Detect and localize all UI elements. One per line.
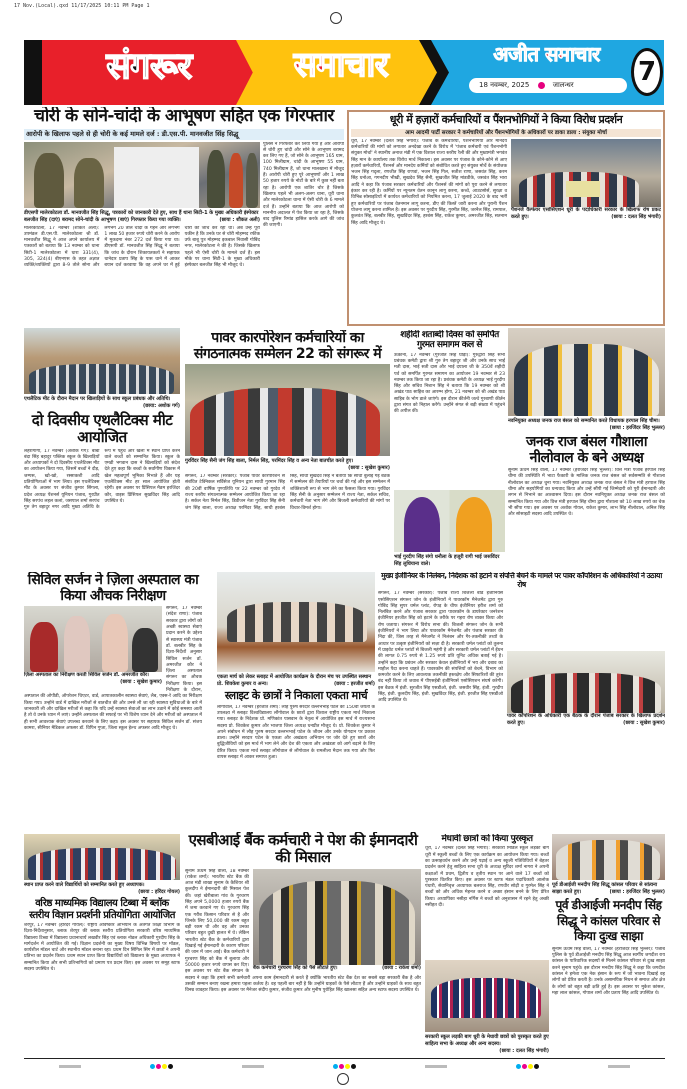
masthead (24, 40, 664, 105)
article-headline: मुख्य इंजीनियर के निलंबन, निदेशक को हटाने व संपत्ति बेचने के मामले पर पावर कॉर्पोरेशन के अधिकारियों ने उठाया रोष (381, 572, 662, 589)
article-body: सुनाम ऊधम सिंह वाला, 18 नवम्बर (राकेश शर्मा): भारतीय स्टेट बैंक की आज मंडी शाखा सुनाम के कैशियर श्री कुलदीप ने ईमानदारी की मिसाल पेश की। जहां खेरीबाला गांव के गुरचरण सिंह अपने 5,0000 हजार रुपये बैंक में जमा करवाने गए थे। गुरचरण सिंह एक गरीब किसान परिवार से है और जिनके लिए 50,000 की रकम बहुत बड़ी रकम थी और वह और उनका परिवार बहुत दुखी हालत में थे। लेकिन भारतीय स्टेट बैंक के कर्मचारियों द्वारा दिखाई गई ईमानदारी के कारण परिवार की जान में जान आई। बैंक कर्मचारी ने गुरचरण सिंह को बैंक में बुलाया और 50000 हजार रुपये वापस कर दिए। इस अवसर पर स्टेट बैंक संगठन के सदस्य ने कहा कि हमारे सभी कर्मचारी अपना काम ईमानदारी से करते हैं क्योंकि भारतीय स्टेट बैंक देश का सबसे बड़ा सरकारी बैंक है और उसकी सम्मान बनाए रखना हमारा पहला कर्तव्य है। वह पहली बार नहीं है कि उन्होंने ग्राहकों के पैसे लौटाए हैं और उन्होंने ग्राहकों के साथ बहुत विनम्र व्यवहार किया। इस अवसर पर मैनेजर संदीप कुमार, संजीव कुमार और मुनीष पुरोहित सिंह खालसा सहित अन्य स्टाफ सदस्य उपस्थित थे। (185, 868, 421, 994)
article (24, 107, 344, 325)
article-photo (24, 328, 180, 394)
article-headline: एसबीआई बैंक कर्मचारी ने पेश की ईमानदारी की मिसाल (188, 832, 418, 867)
article (24, 572, 202, 830)
issue-date: 18 नवम्बर, 2025 (479, 81, 530, 89)
article-body-area (24, 606, 202, 830)
photo-caption: नवनियुक्त अध्यक्ष जनक राज बंसल को सम्मानित करते विधायक हरपाल सिंह चीमा। (छाया : हरजिंदर सिंह भुल्लर) (508, 418, 665, 431)
article-body: धूरी, 17 नवम्बर (दलत सिंह भंगारी): पंजाब के कर्मचारियों, पैंशनभोगियों और मानदेय कर्मचारियों की मांगों को लगातार अनदेखा करने के विरोध में 'पंजाब कर्मचारी एवं पैंशनभोगी संयुक्त मोर्चा' ने स्थानीय अनाज मंडी में एक विशाल राज्य स्तरीय रैली की और मुख्यमंत्री भगवंत सिंह मान के कार्यालय तक विरोध मार्च निकाला। इस अवसर पर पंजाब के कोने-कोने से आए हज़ारों कर्मचारियों, पैंशनर्स और मानदेय कर्मियों को संबोधित करते हुए संयुक्त मोर्चे के संयोजक भजन सिंह गदृला, रणजीत सिंह राणवां, भजन सिंह गिल, सतीश राणा, जसवंत सिंह, करम सिंह धनोआ, गगनदीप भीखी, सुखदेव सिंह सैनी, सुखजीत सिंह मांडवीके, जसवंत सिंह भारा आदि ने कहा कि पंजाब सरकार कर्मचारियों और पैंशनर्स की मांगों को पूरा करने से लगातार इंकार कर रही है। कर्मियों पर न्यूनतम वेतन कानून लागू करना, कच्चे, आउटसोर्स, सुरक्षा व विभिन्न सोसाइटियों में कार्यरत कर्मचारियों को नियमित करना, 17 जुलाई 2020 के बाद भर्ती हुए कर्मचारियों पर पंजाब वेतनमान लागू करना, डीए की किस्तें जारी करना और पुरानी पैंशन योजना लागू करना शामिल है। इस अवसर पर गुरदीप सिंह, गुरमीत सिंह, जरनैल सिंह, रामपाल, कुलवंत सिंह, बलबीर सिंह, सुखविंदर सिंह, हरबंस सिंह, राकेश कुमार, अमरजीत सिंह, सतनाम सिंह आदि मौजूद थे। (351, 138, 507, 226)
registration-mark-icon (337, 1073, 349, 1085)
article (508, 328, 665, 568)
article-photo (394, 490, 505, 552)
article (217, 572, 375, 830)
article-body-area (378, 591, 665, 830)
article-headline: पूर्व डीआईजी मनदीप सिंह सिद्धू ने कांसल परिवार से किया दुःख साझा (555, 898, 662, 944)
photo-caption: गुरविंदर सिंह सैनी जंग सिंह बाला, निर्मल सिंह, परमिंदर सिंह व अन्य नेता बातचीत करते हुए। (छाया : सुखेश कुमार) (185, 458, 390, 472)
photo-caption: डीएसपी मालेरकोटला डॉ. मानवजीत सिंह सिद्धू, पत्रकारों को जानकारी देते हुए, साथ हैं थाना सिटी-1 के मुख्य अधिकारी इंस्पेक्टर बलजीत सिंह (दाएं) बरामद सोने-चांदी के आभूषण (बाएं) गिरफ्तार किया गया व्यक्ति। (छाया : शौकत अली) (24, 209, 260, 223)
article-subheadline: आम आदमी पार्टी सरकार ने कर्मचारियों और पैंशनभोगियों के अधिकारों पर डाका डाला : संयुक्त मोर्चा (351, 129, 661, 137)
article (24, 328, 180, 568)
article-subheadline: आरोपी के खिलाफ पहले से ही चोरी के कई मामले दर्ज : डी.एस.पी. मानवजीत सिंह सिद्धू (24, 129, 344, 140)
article (394, 330, 505, 568)
article-headline: जनक राज बंसल गौशाला नीलोवाल के बने अध्यक्ष (526, 434, 647, 467)
article-body-area (351, 139, 661, 322)
article-photo (217, 572, 375, 672)
article-body: सुनाम ऊधम सिंह वाला, 17 नवम्बर (हरजिंदर सिंह भुल्लर): वित्त मंत्री पंजाब हरपाल सिंह चीमा की उपस्थिति में भाटा फैक्टरी के मालिक जनक राज बंसल को सर्वसम्मति से गौशाला नीलोवाल का अध्यक्ष चुना गया। नवनियुक्त अध्यक्ष जनक राज बंसल ने वित्त मंत्री हरपाल सिंह चीमा और सहयोगियों का धन्यवाद किया और उन्हें सौंपी गई जिम्मेदारी को पूरी ईमानदारी और लगन से निभाने का आश्वासन दिया। इस दौरान नवनियुक्त अध्यक्ष जनक राज बंसल को सम्मानित किया गया और वित्त मंत्री हरपाल सिंह चीमा द्वारा गौशाला को 10 लाख रुपये का चेक भी सौंपा गया। इस अवसर पर अशोक गोयल, राकेश कुमार, लाभ सिंह नीलोवाल, अनिल सिंह और सोसाइटी सदस्य आदि उपस्थित थे। (508, 468, 665, 518)
article-headline: स्लाइट के छात्रों ने निकाला एकता मार्च (224, 689, 368, 702)
photo-caption: स्थान प्राप्त करने वाले विद्यार्थियों को सम्मानित करते हुए अध्यापक। (छाया : हरिंदर गोयल) (24, 882, 180, 895)
registration-mark-icon (330, 12, 342, 24)
photo-caption: पूर्व डीआईजी मनदीप सिंह सिद्धू कांसल परिवार से सांत्वना साझा करते हुए। (छाया : हरजिंदर सिंह भुल्लर) (552, 882, 665, 895)
article-photo (507, 651, 665, 713)
article-body-continued: पुलिस ने गिरफ्तार कर लिया गया है और आरोपी से चोरी हुए चांदी और सोने के आभूषण बरामद कर लिए गए हैं, जो सोने के आभूषण 165 ग्राम, 100 मिलीग्राम, चांदी के आभूषण 55 ग्राम, 740 मिलीग्राम हैं, जो थाना मालखाना में मौजूद हैं। आरोपी चोरी हुए पूरे आभूषणों और 1 लाख 50 हजार रुपये के नोटों के बारे में कुछ नहीं बता रहा है। आरोपी एक शातिर चोर है जिसके खिलाफ पहले भी अलग-अलग थाना, धूरी थाना और मालेरकोटला थाना में ऐसी चोरी के 6 मामले दर्ज हैं। उन्होंने बताया कि आज आरोपी को माननीय अदालत में पेश किया जा रहा है, जिसके बाद पुलिस रिमांड हासिल करके आगे की जांच की जाएगी। (263, 141, 344, 229)
article-body-area (185, 869, 421, 1056)
article (552, 834, 665, 1055)
bullet-icon (538, 82, 545, 89)
article (378, 572, 665, 830)
page-number: 7 (631, 48, 663, 96)
article-headline: वरिष्ठ माध्यमिक विद्यालय टिब्बा में ब्लॉक स्तरीय विज्ञान प्रदर्शनी प्रतियोगिता आयोजित (29, 898, 175, 921)
article-photo (425, 960, 549, 1032)
article-headline: मेधावी छात्रों को किया पुरस्कृत (441, 834, 533, 844)
article-body: संगरूर, 17 नवम्बर (संदेश राणा): पंजाब सरकार द्वारा लोगों को अच्छी स्वास्थ्य सेवाएं प्रदान करने के उद्देश्य से स्वास्थ्य मंत्री पंजाब डॉ. बलबीर सिंह के दिशा-निर्देशों अनुसार सिविल सर्जन डॉ. अमरजीत कौर ने ज़िला अस्पताल संगरूर का औचक निरीक्षण किया। इस निरीक्षण के दौरान, अस्पताल की ओपीडी, ऑपरेशन थिएटर, वार्ड, आपातकालीन स्वास्थ्य सेवाएं, लैब, एक्स-रे आदि का निरीक्षण किया गया। उन्होंने वार्ड में दाखिल मरीजों से बातचीत की और उनसे ली जा रही स्वास्थ्य सुविधाओं के बारे में जानकारी ली और दाखिल मरीजों से कहा कि यदि उन्हें स्वास्थ्य सेवाओं का लाभ उठाने में कोई समस्या आती है तो वे उनके ध्यान में लाएं। उन्होंने अस्पताल की सफाई पर भी विशेष ध्यान देने और मरीजों को अस्पताल में ही सभी आवश्यक सेवाएं उपलब्ध करवाने के लिए कहा। इस अवसर पर सहायक सिविल सर्जन डॉ. संजय कामरा, सीनियर मैडिकल अफसर डॉ. विपिन गुप्ता, जिला स्कूल हेल्थ अफसर आदि मौजूद थे। (24, 606, 202, 731)
article (24, 834, 180, 1055)
article (185, 832, 421, 1055)
article-photo (552, 834, 665, 880)
article-headline: धूरी में हज़ारों कर्मचारियों व पैंशनभोगियों ने किया विरोध प्रदर्शन (389, 113, 623, 126)
article-body: धूरी, 17 नवम्बर (दलत सिंह भंगारी): सरकारी मिडिल स्कूल लड़की बाग धूरी में स्कूली बच्चों के लिए एक कार्यक्रम का आयोजन किया गया। बच्चों का उत्साहवर्धन करने और उन्हें पढ़ाई व अन्य स्कूली गतिविधियों में बेहतर प्रदर्शन करने हेतु साहित्य सभा धूरी के अध्यक्ष सुरिंदर शर्मा नागरा ने अपनी कक्षाओं में प्रथम, द्वितीय व तृतीय स्थान पर आने वाले 17 बच्चों को पुरस्कार वितरित किए। इस अवसर पर स्टाफ मंडल पदाधिकारी आलोक पंधारी, सेवानिवृत्त अध्यापक बलराज सिंह, रणधीर सोढ़ी व गुरमेल सिंह ने बच्चों को और अधिक मेहनत करने व अच्छा इंसान बनने के लिए प्रेरित किया। अध्यापिका नसीहा नर्गिस ने बच्चों को अनुशासन में रहने हेतु अच्छी नसीहत दी। (425, 846, 549, 909)
date-pill (469, 78, 627, 93)
photo-caption: एथलैटिक मीट के दौरान मैदान पर खिलाड़ियों के साथ स्कूल प्रबंधक और अतिथि। (छाया: अशोक गर्ग) (24, 396, 180, 409)
article-body: मालेरकोटला, 17 नवम्बर (शौकत अली): उपमंडल डी.एस.पी. मालेरकोटला श्री डॉ. मानवजीत सिद्धू ने आज अपने कार्यालय में पत्रकारों को बताया कि 13 नवम्बर को थाना सिटी-1 मालेरकोटला में धारा 331(4), 305, 324(4) बीएनएस के तहत अज्ञात व्यक्ति/व्यक्तियों द्वारा 8-9 तोले सोना और लगभग 20 तोले चांदी के गहने और लगभग 1 लाख 50 हजार रुपये चोरी करने के आरोप में मुकदमा नंबर 272 दर्ज किया गया था। डीएसपी डॉ. मानवजीत सिंह सिद्धू ने बताया कि जांच के दौरान शिकायतकर्ता ने सहायक थानेदार प्रताप सिंह के पास थाने में आकर बयान दर्ज करवाया कि वह अपने घर में हुई चोरी की जांच कर रहा था। अब उन्हें पूरा यकीन है कि उनके घर से चोरी मोहम्मद रफीक उर्फ बाबू पुत्र मोहम्मद इकबाल निवासी गोबिंद नगर, मालेरकोटला ने की है। जिसके खिलाफ पहले भी ऐसी चोरी के मामले दर्ज हैं। इस मौके पर थाना सिटी-1 के मुख्य अधिकारी इंस्पेक्टर बलजीत सिंह भी मौजूद थे। (24, 225, 260, 269)
section-title: संगरूर (106, 46, 192, 87)
article-body: ऊकाना, 17 नवम्बर (गुरजीत सिंह घोड़ा): गुरुद्वारा सिंह सभा प्रबंधक कमेटी द्वारा श्री गुरु तेग बहादुर जी और उनके साथ भाई मती दास, भाई सती दास और भाई दयाला जी के 350वें शहीदी पर्व को समर्पित गुरमत समागम का आयोजन 19 नवम्बर से 23 नवम्बर तक किया जा रहा है। प्रबंधक कमेटी के अध्यक्ष भाई गुरदीप सिंह और सचिव निशान सिंह ने बताया कि 19 नवम्बर को श्री अखंड पाठ साहिब का आरम्भ होगा, 21 नवम्बर को श्री अखंड पाठ साहिब के भोग डाले जाएंगे। इस दौरान कीर्तनी जत्थे गुरबाणी कीर्तन द्वारा संगत को निहाल करेंगे। उन्होंने संगत से बड़ी संख्या में पहुंचने की अपील की। (394, 352, 505, 415)
print-slug: 17 Nov.(Local).qxd 11/17/2025 10:11 PM Page 1 (14, 3, 150, 9)
photo-caption: पावर कॉर्पोरेशन के अधिकारी एक बैठक के दौरान पंजाब सरकार के खिलाफ प्रदर्शन करते हुए। (छाया : सुखेश कुमार) (507, 713, 665, 727)
edition-city: जालन्धर (552, 81, 574, 89)
page-footer-rule (24, 1058, 665, 1059)
photo-caption: सरकारी स्कूल लड़की बाग धूरी के मेधावी छात्रों को पुरस्कृत करते हुए साहित्य सभा के अध्यक्ष और अन्य सदस्य। (छाया : दलत सिंह भंगारी) (425, 1034, 549, 1054)
article-photo (24, 142, 260, 208)
article-photo (24, 834, 180, 880)
photo-caption: बैंक कर्मचारी गुरचरण सिंह को पैसे लौटाते हुए। (छाया : राकेश शर्मा) (253, 964, 421, 971)
article-photo (511, 139, 661, 207)
article-body: संगरूर, 17 नवम्बर (सरकार): पंजाब पावर कारपोरेशन से संबंधित टेक्निकल सर्विसेज यूनियन द्वारा साथी गुरमान सिंह की 20वीं वार्षिक पुण्यतिथि पर 22 नवम्बर को गुरदेव में राज्य स्तरीय संगठनात्मक सम्मेलन आयोजित किया जा रहा है। सर्कल नेता निर्मल सिंह, डिवीजन नेता गुरविंदर सिंह सैनी जंग सिंह बाला, राज्य अध्यक्ष परमिंदर सिंह, साथी हरबंस सिंह, साथी सुखदेव सिंह ने बताया कि साथी बुलाई गई बैठक में सम्मेलन की तैयारियों पर चर्चा की गई और इस सम्मेलन में शक्तिशाली रूप से भाग लेने का फैसला किया गया। गुरविंदर सिंह सैनी के अनुसार सम्मेलन में राज्य नेता, सर्कल सचिव, कर्मचारी नेता भाग लेंगे और बिजली कर्मचारियों की मांगों पर विचार-विमर्श होगा। (185, 474, 390, 511)
article-headline: पावर कारपोरेशन कर्मचारियों का संगठनात्मक सम्मेलन 22 को संगरूर में (193, 330, 382, 363)
photo-caption: ज़िला अस्पताल का निरीक्षण करती सिविल सर्जन डॉ. अमरजीत कौर। (छाया : सुखेश कुमार) (24, 672, 162, 686)
article-headline: शहीदी शताब्दी दिवस को समर्पित गुरमत समागम कल से (400, 330, 499, 351)
article-photo (185, 364, 390, 456)
newspaper-name: अजीत समाचार (493, 42, 600, 66)
article-photo (24, 606, 162, 672)
color-registration-bar (24, 1063, 665, 1069)
article (425, 834, 549, 1055)
article-body: संगरूर, 17 नवम्बर (सरकार): पंजाब राज्य बिजली बोर्ड इंजीनियर्स एसोसिएशन संगरूर जोन के इंजीनियरों ने पावरकॉम मैनेजमेंट द्वारा गुरु गोबिंद सिंह सुपर थर्मल प्लांट, रोपड़ के चीफ इंजीनियर हरीश शर्मा को निलंबित करने और पंजाब सरकार द्वारा पावरकॉम के डायरेक्टर जनरेशन इंजीनियर हरजीत सिंह को हटाने के तरीके पर गहरा रोष व्यक्त किया और रोष जताया। संगरूर में विरोध सभा की। बिजली संगरूर जोन के सभी इंजीनियरों ने भाग लिया और पावरकॉम मैनेजमेंट और पंजाब सरकार की निंदा की, जिस तरह से मैनेजमेंट ने निलंबन और गैर-तकनीकी तथ्यों के आधार पर उत्कृष्ट इंजीनियरों को सज़ा दी है। सरकारी थर्मल प्लांटों को तुलना में प्राइवेट थर्मल प्लांटों से बिजली महंगी है और सरकारी थर्मल प्लांटों में ईंधन की लागत 0.75 रुपये से 1.25 रुपये प्रति यूनिट अधिक बताई गई है। उन्होंने कहा कि प्रबंधन और सरकार केवल इंजीनियरों में भय और दबाव का माहौल पैदा करना चाहते हैं। पावरकॉम की संपत्तियों को बेचने, विभाग को कमजोर करने के लिए आवश्यक तकनीकी हस्तक्षेप और सिफारिशों की तुरंत बंद नहीं किया तो जवाब में पीएसईबी इंजीनियर्स एसोसिएशन संघर्ष करेगी। इस बैठक में इंजी. सुरजीत सिंह एसडीओ, इंजी. जसवीर सिंह, इंजी. गुरदीप सिंह, इंजी. कुलदीप सिंह, इंजी. सुखविंदर सिंह, इंजी. हरजीत सिंह एसडीओ आदि उपस्थित थे। (378, 591, 503, 704)
article-photo (253, 869, 421, 965)
article-body: लहरागागा, 17 नवम्बर (अशोक गर्ग): बाबा बंदा सिंह बहादुर पब्लिक स्कूल के खिलाड़ियों और अध्यापकों ने दो दिवसीय एथलैटिक्स मीट का आयोजन किया गया, जिसमें बच्चों ने दौड़, जम्पस, खो-खो, रस्साकशी आदि प्रतियोगिताओं में भाग लिया। इस एथलैटिक्स मीट के अवसर पर संजीव कुमार सिंगला, प्रदेश अध्यक्ष पेंशनर्स यूनियन पंजाब, गुरप्रीत सिंह सरपंच लहल कलां, जसपाल शर्मा सरपंच गुरु तेग बहादुर नगर आदि मुख्य अतिथि के रूप में पहुंचे और खेलों में स्थान प्राप्त करने वाले बच्चों को सम्मानित किया। स्कूल के एमडी भगवान दास ने खिलाड़ियों को संदेश देते हुए कहा कि बच्चों के सर्वांगीण विकास में खेल महत्वपूर्ण भूमिका निभाते हैं और यह एथलैटिक्स मीट हर साल आयोजित होती रहेगी। इस अवसर पर प्रिंसिपल मैडम हरजिंदर कौर, वाइस प्रिंसिपल सुखविंदर सिंह आदि उपस्थित थे। (24, 448, 180, 511)
article-headline: सिविल सर्जन ने ज़िला अस्पताल का किया औचक निरीक्षण (27, 572, 199, 605)
article-box (347, 110, 665, 326)
article-headline: चोरी के सोने-चांदी के आभूषण सहित एक गिरफ्तार (34, 107, 334, 126)
article-body: शेरपुर, 17 नवम्बर (हरिंदर गोयल): राष्ट्रीय अविष्कार अभियान के अंतर्गत शिक्षा विभाग के दिशा-निर्देशानुसार, ब्लाक शेरपुर की ब्लाक स्तरीय प्रतियोगिता सरकारी वरिष्ठ माध्यमिक विद्यालय टिब्बा में विद्यालय प्रधानाचार्य लखवीर सिंह एवं ब्लाक नोडल अधिकारी गुरदीप सिंह के मार्गदर्शन में आयोजित की गई। विज्ञान प्रदर्शनी का मुख्य विषय विभिन्न विषयों पर मॉडल, कार्यशील मॉडल चार्ट और स्थानीय मॉडल बनाना रहा। प्रथम दिन सिंगिल सिंग में छात्रों ने अपनी प्रतिभा का प्रदर्शन किया। प्रथम स्थान प्राप्त किया विद्यार्थियों को विद्यालय के मुख्य अध्यापक ने सम्मानित किया और सभी प्रतिभागियों को प्रमाण पत्र प्रदान किए। इस अवसर पर समूह स्टाफ सदस्य उपस्थित थे। (24, 923, 180, 973)
article-body: लौंगोवाल, 17 नवम्बर (हरजीत शर्मा): लौह पुरुष सरदार वल्लभभाई पटेल की 150वीं जयंती के उपलक्ष्य में स्लाइट विश्वविद्यालय लौंगोवाल के छात्रों द्वारा विशाल राष्ट्रीय एकता मार्च निकाला गया। स्लाइट के निदेशक प्रो. मणिकांत पासवान के नेतृत्व में आयोजित इस मार्च में राज्यसभा सदस्य प्रो. शिवकेश कुमार और भाजपा जिला अध्यक्ष धनप्रीत मौजूद थे। प्रो. शिवकेश कुमार ने अपने संबोधन में लौह पुरुष सरदार वल्लभभाई पटेल के जीवन और उनके योगदान पर प्रकाश डाला। उन्होंने सरदार पटेल के एकता और अखंडता अभियान पर जोर देते हुए छात्रों और बुद्धिजीवियों को इस मार्च में भाग लेने और देश की एकता और अखंडता को आगे बढ़ाने के लिए प्रेरित किया। एकता मार्च स्लाइट लौंगोवाल से लौंगोवाल के रामलीला मैदान तक गया और फिर वापस स्लाइट में आकर समाप्त हुआ। (217, 704, 375, 761)
article (185, 330, 390, 568)
photo-caption: पैंशनर्ज वैल्फेयर एसोसिएशन धूरी के पदाधिकारी सरकार के खिलाफ रोष प्रकट करते हुए। (छाया : दलत सिंह भंगारी) (511, 206, 661, 220)
section-subtitle: समाचार (293, 45, 389, 85)
photo-caption: एकता मार्च को लेकर स्लाइट में आयोजित कार्यक्रम के दौरान मंच पर उपस्थित सस्थान प्रो. शिवकेश कुमार व अन्य। (छाया : हरजीत शर्मा) (217, 674, 375, 687)
article-headline: दो दिवसीय एथलैटिक्स मीट आयोजित (31, 411, 173, 447)
article-photo (508, 328, 665, 416)
photo-caption: भाई गुरदीप सिंह संगो धनौला के हजूरी रागी भाई जसविंदर सिंह लुधियाना वाले। (394, 554, 505, 568)
article-body: सुनाम ऊधम सिंह वाला, 17 नवम्बर (हरजिंदर सिंह भुल्लर): पंजाब पुलिस के पूर्व डीआईजी मनदीप सिंह सिद्धू आज स्वर्गीय जगदीश राय कांसल के पारिवारिक सदस्यों से मिलने कांसल परिवार से दुःख साझा करने सुनाम पहुंचे। इस दौरान मनदीप सिंह सिद्धू ने कहा कि जगदीश कांसल ने हमेशा एक नेक इंसान के रूप में जो भावना दिखाई वह लोगों को प्रेरित करती है। उनके असामयिक निधन से समाज और क्षेत्र के लोगों को बहुत बड़ी क्षति हुई है। इस अवसर पर मुकेश कांसल, महा लाल कांसल, गोपाल शर्मा और प्रताप सिंह आदि उपस्थित थे। (552, 946, 665, 996)
